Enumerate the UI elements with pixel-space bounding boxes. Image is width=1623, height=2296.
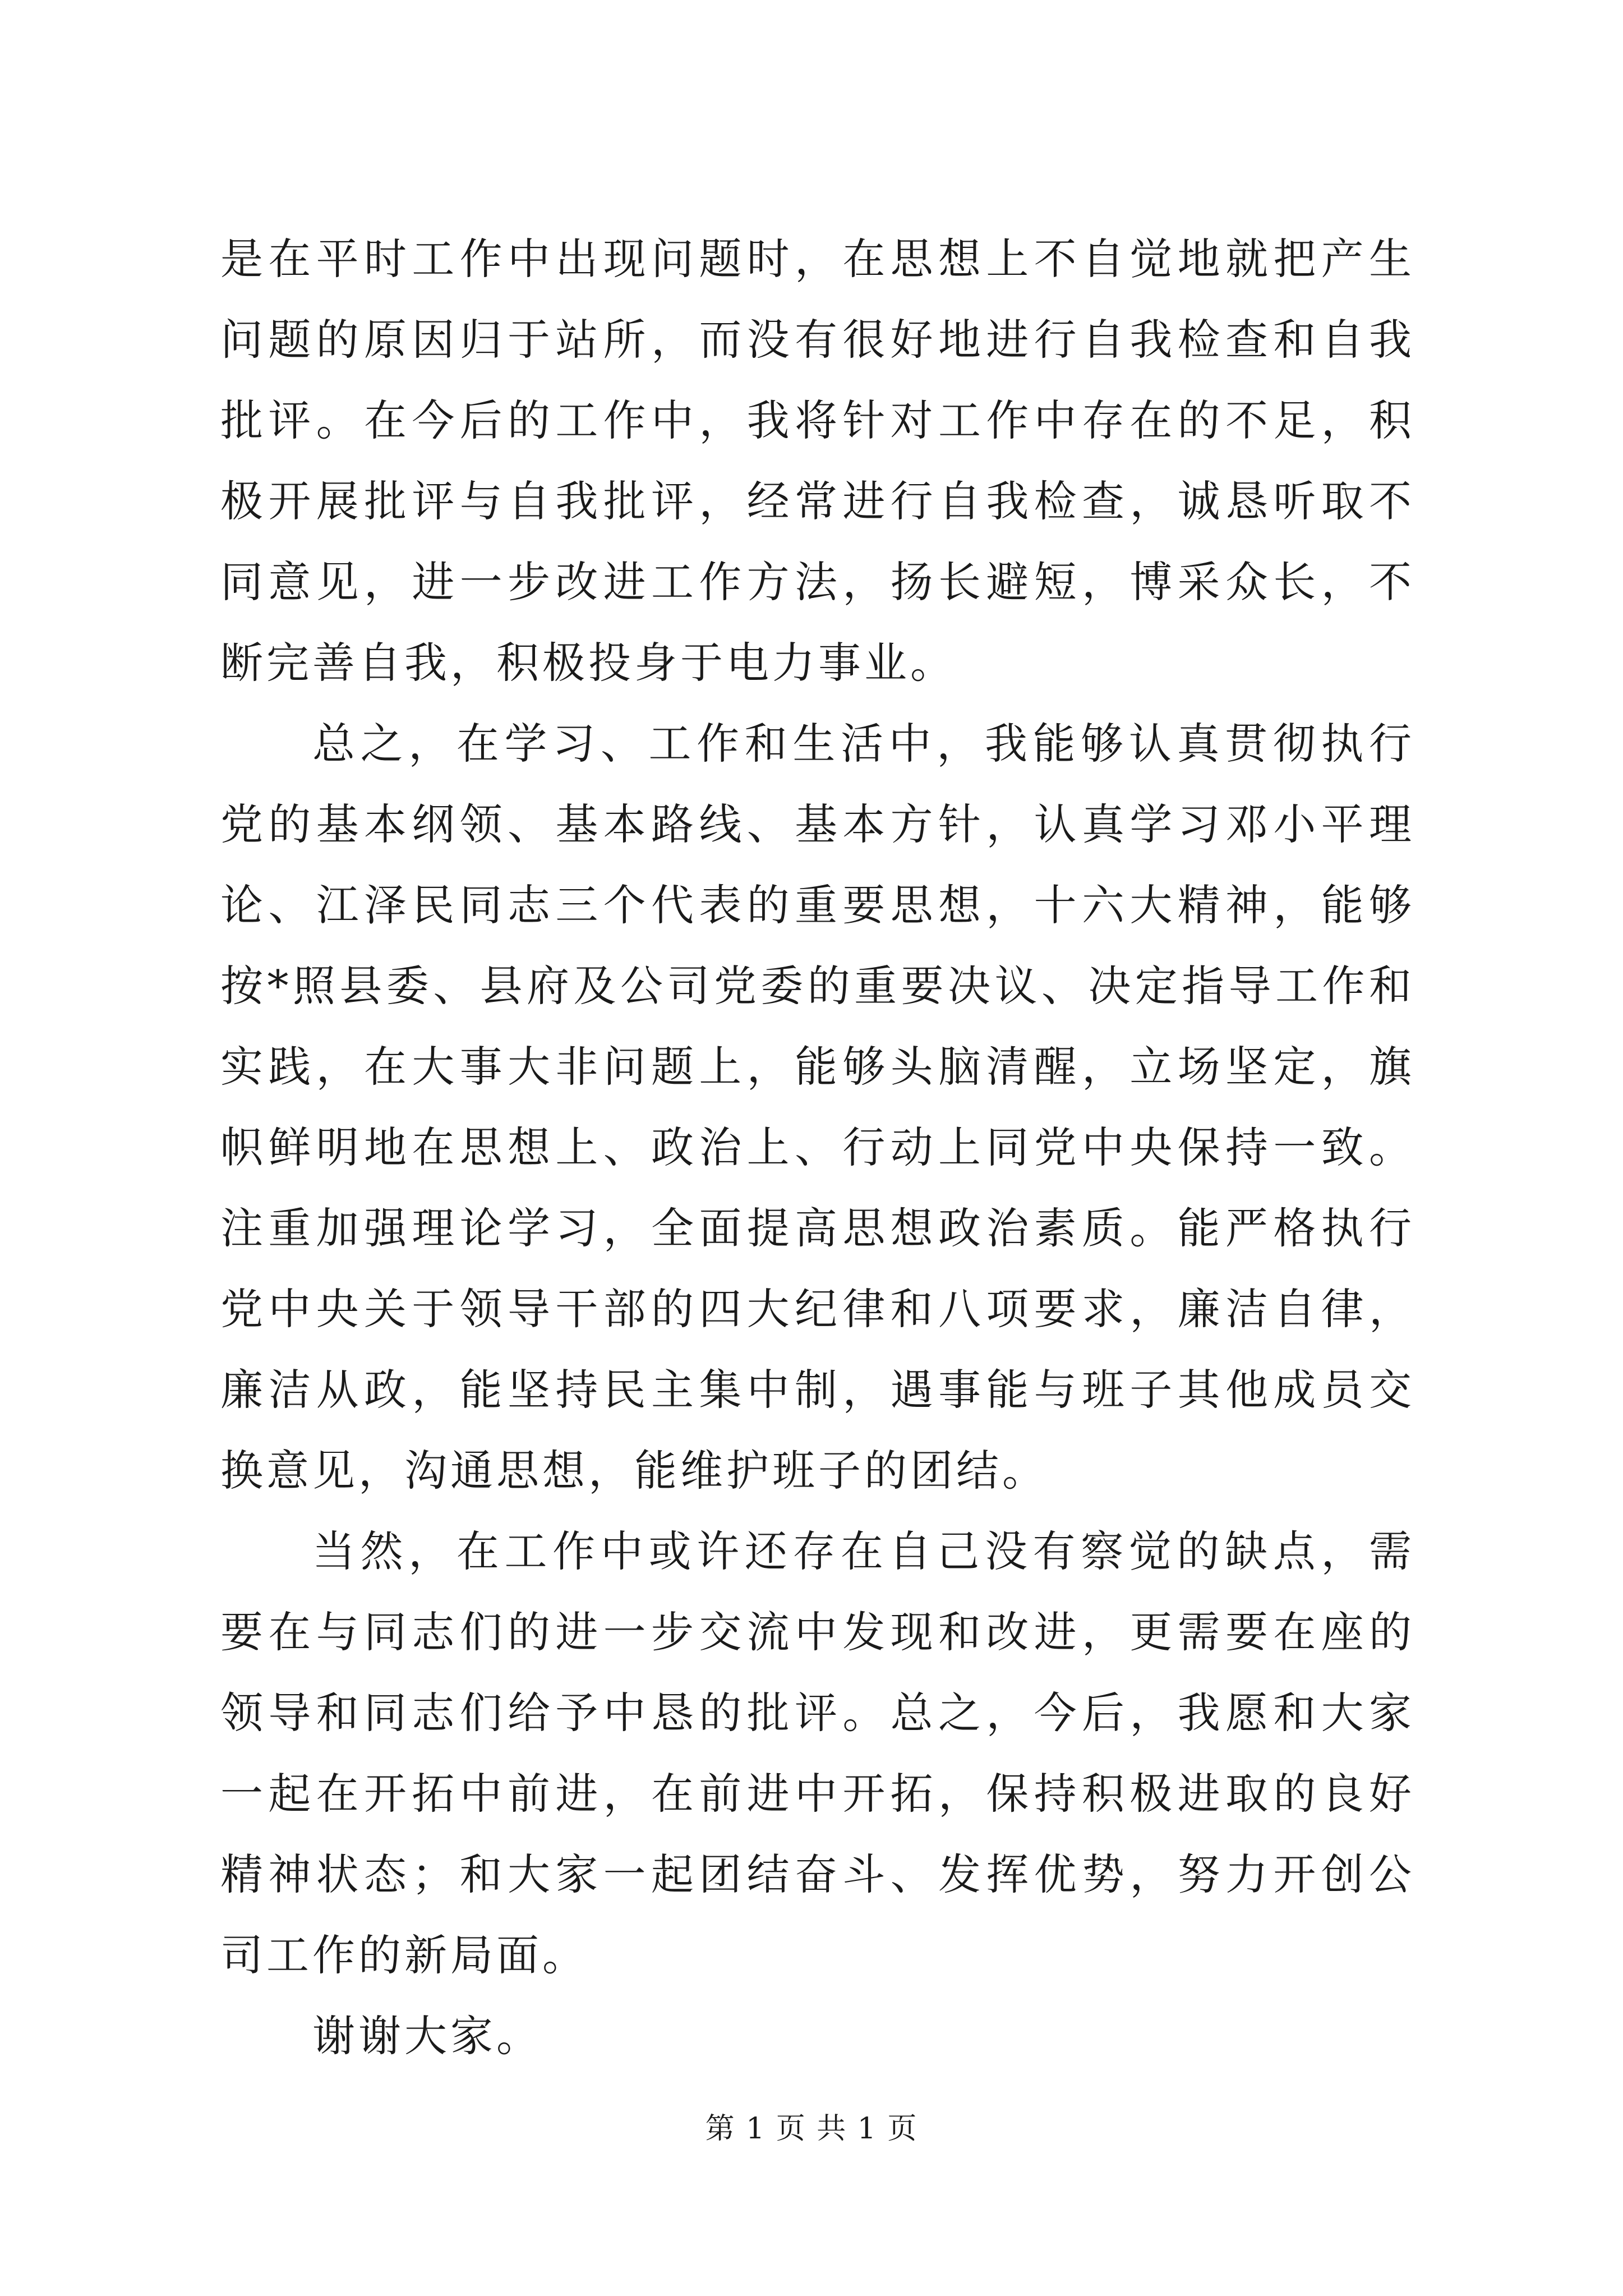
paragraph-summary: 总之，在学习、工作和生活中，我能够认真贯彻执行党的基本纲领、基本路线、基本方针，认真学习邓小平理论、江泽民同志三个代表的重要思想，十六大精神，能够按*照县委、县府及公司党委的重要决议、决定指导工作和实践，在大事大非问题上，能够头脑清醒，立场坚定，旗帜鲜明地在思想上、政治上、行动上同党中央保持一致。注重加强理论学习，全面提高思想政治素质。能严格执行党中央关于领导干部的四大纪律和八项要求，廉洁自律，廉洁从政，能坚持民主集中制，遇事能与班子其他成员交换意见，沟通思想，能维护班子的团结。 [220, 719, 1415, 1496]
paragraph-thanks: 谢谢大家。 [312, 2011, 542, 2061]
document-body [220, 219, 1415, 2077]
paragraph-self-critique: 当然，在工作中或许还存在自己没有察觉的缺点，需要在与同志们的进一步交流中发现和改进，更需要在座的领导和同志们给予中恳的批评。总之，今后，我愿和大家一起在开拓中前进，在前进中开拓，保持积极进取的良好精神状态；和大家一起团结奋斗、发挥优势，努力开创公司工作的新局面。 [220, 1526, 1415, 1980]
paragraph-continuation: 是在平时工作中出现问题时，在思想上不自觉地就把产生问题的原因归于站所，而没有很好地进行自我检查和自我批评。在今后的工作中，我将针对工作中存在的不足，积极开展批评与自我批评，经常进行自我检查，诚恳听取不同意见，进一步改进工作方法，扬长避短，博采众长，不断完善自我，积极投身于电力事业。 [220, 234, 1415, 688]
page-number-footer: 第 1 页 共 1 页 [705, 2112, 918, 2146]
